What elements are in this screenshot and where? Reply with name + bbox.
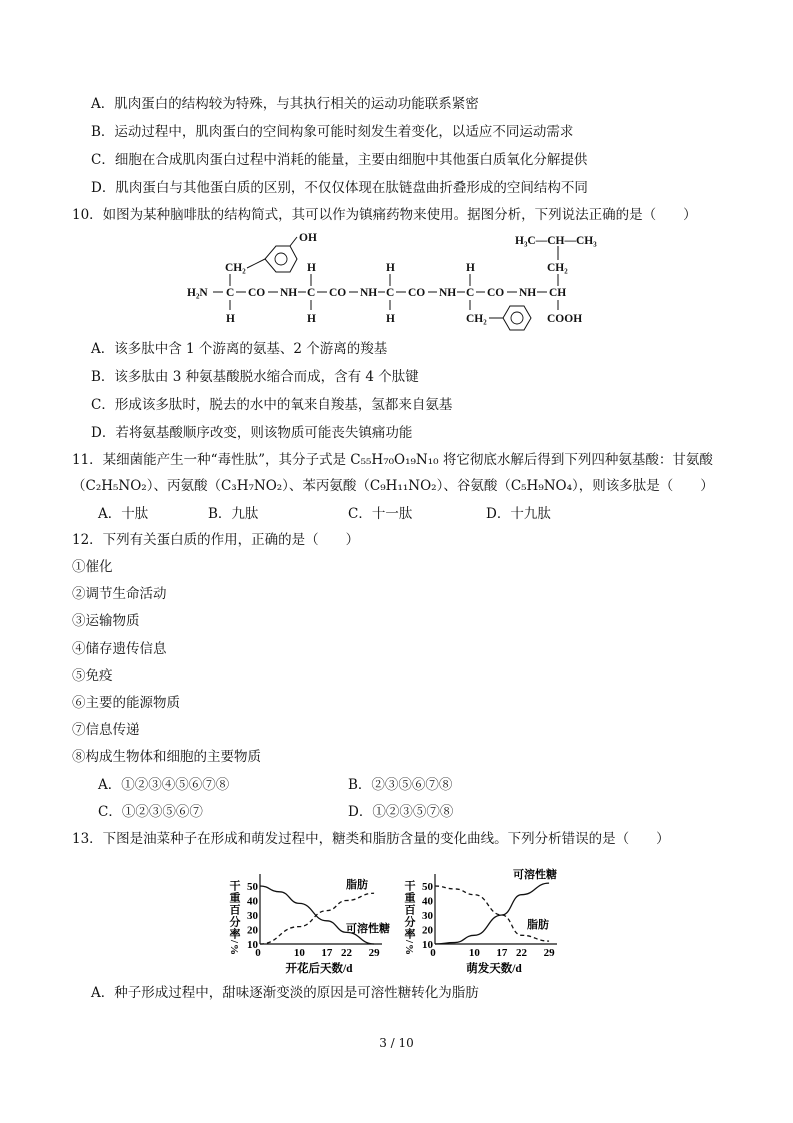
q10-option-a: A．该多肽中含 1 个游离的氨基、2 个游离的羧基 [91,341,388,357]
enkephalin-structure [185,228,615,332]
q12-item-1: ①催化 [72,559,113,575]
right-series-label-sugar: 可溶性糖 [513,869,557,881]
q9-option-d: D．肌肉蛋白与其他蛋白质的区别，不仅仅体现在肽链盘曲折叠形成的空间结构不同 [91,180,588,196]
q9-option-b: B．运动过程中，肌肉蛋白的空间构象可能时刻发生着变化，以适应不同运动需求 [91,124,574,140]
oh-label: OH [299,232,317,244]
q11-option-d: D．十九肽 [486,506,551,522]
ch2-label-1: CH₂ [225,262,246,274]
ch2-label-5: CH₂ [547,262,568,274]
chart-seed-formation [228,862,406,980]
q12-option-b: B．②③⑤⑥⑦⑧ [348,777,453,793]
q11-stem-line1 [72,451,713,469]
left-x-axis-label: 开花后天数/d [285,963,353,975]
page-number: 3 / 10 [379,1036,414,1050]
h2n-label: H₂N [187,287,208,299]
right-y-tick-20: 20 [422,924,433,937]
q11-option-a: A．十肽 [98,506,149,522]
cooh-label: COOH [547,313,583,325]
nh-label-2: NH [360,287,378,299]
q12-item-6: ⑥主要的能源物质 [72,695,180,711]
h-label-top-3: H [386,262,395,274]
h-label-top-2: H [307,262,316,274]
right-series-fat [435,886,549,941]
h-label-bottom-3: H [386,313,395,325]
benzene-ring-icon [503,306,531,330]
q9-option-c: C．细胞在合成肌肉蛋白过程中消耗的能量，主要由细胞中其他蛋白质氧化分解提供 [91,152,588,168]
isobutyl-top-label: H₃C—CH—CH₃ [515,235,597,247]
left-series-label-sugar: 可溶性糖 [346,923,390,935]
chart-seed-germination [403,862,583,980]
right-x-tick-10: 10 [468,947,480,959]
left-x-tick-29: 29 [368,947,380,959]
co-label-1: CO [248,287,266,299]
co-label-2: CO [329,287,347,299]
q12-stem: 12．下列有关蛋白质的作用，正确的是（ ） [72,532,360,548]
q10-option-b: B．该多肽由 3 种氨基酸脱水缩合而成，含有 4 个肽键 [91,369,419,385]
h-label-top-4: H [466,262,475,274]
h-label-bottom-2: H [307,313,316,325]
h-label-bottom-1: H [226,313,235,325]
q10-option-d: D．若将氨基酸顺序改变，则该物质可能丧失镇痛功能 [91,425,413,441]
q13-option-a: A．种子形成过程中，甜味逐渐变淡的原因是可溶性糖转化为脂肪 [91,985,479,1001]
left-y-tick-30: 30 [247,910,258,922]
nh-label-3: NH [439,287,457,299]
q11-option-c: C．十一肽 [348,506,413,522]
left-y-tick-20: 20 [247,924,258,937]
q12-option-a: A．①②③④⑤⑥⑦⑧ [98,777,230,793]
left-y-tick-50: 50 [247,881,258,893]
c-label-4: C [466,287,475,299]
left-y-axis-label: 干重百分率/% [228,880,240,957]
q12-item-4: ④储存遗传信息 [72,641,167,657]
nh-label-1: NH [280,287,298,299]
q12-option-d: D．①②③⑤⑦⑧ [348,804,454,820]
left-x-tick-0: 0 [255,947,261,959]
left-series-label-fat: 脂肪 [346,879,368,891]
c-label-3: C [386,287,395,299]
q11-stem-part2: 将它彻底水解后得到下列四种氨基酸：甘氨酸 [438,452,713,468]
right-y-axis-label: 干重百分率/% [403,880,415,957]
right-x-axis-label: 萌发天数/d [466,963,522,975]
left-y-tick-10: 10 [247,939,258,951]
q10-option-c: C．形成该多肽时，脱去的水中的氧来自羧基，氢都来自氨基 [91,397,453,413]
left-x-tick-22: 22 [341,947,353,959]
c-label-1: C [226,287,235,299]
right-y-tick-40: 40 [422,895,433,908]
q12-item-2: ②调节生命活动 [72,586,167,602]
q12-item-7: ⑦信息传递 [72,722,140,738]
q11-option-b: B．九肽 [208,506,259,522]
right-y-tick-30: 30 [422,910,433,922]
q12-item-5: ⑤免疫 [72,668,113,684]
q12-item-3: ③运输物质 [72,613,140,629]
co-label-4: CO [487,287,505,299]
co-label-3: CO [408,287,426,299]
right-series-sugar [435,883,549,944]
left-y-tick-40: 40 [247,895,258,908]
q11-formula: C₅₅H₇₀O₁₉N₁₀ [350,452,439,468]
c-label-2: C [307,287,316,299]
right-x-tick-29: 29 [543,947,555,959]
right-y-tick-10: 10 [422,939,433,951]
q11-stem-part1: 11．某细菌能产生一种“毒性肽”，其分子式是 [72,452,351,468]
ch2-label-4: CH₂ [466,313,487,325]
q11-stem-line2: （C₂H₅NO₂）、丙氨酸（C₃H₇NO₂）、苯丙氨酸（C₉H₁₁NO₂）、谷氨酸（C₅H₉NO₄），则该多肽是（ ） [72,478,714,494]
q9-option-a: A．肌肉蛋白的结构较为特殊，与其执行相关的运动功能联系紧密 [91,96,479,112]
left-x-tick-17: 17 [321,947,333,959]
right-x-tick-0: 0 [430,947,436,959]
q10-stem: 10．如图为某种脑啡肽的结构简式，其可以作为镇痛药物来使用。据图分析，下列说法正确的是（ ） [72,207,697,223]
right-x-tick-17: 17 [496,947,508,959]
q12-option-c: C．①②③⑤⑥⑦ [98,804,203,820]
q13-stem: 13．下图是油菜种子在形成和萌发过程中，糖类和脂肪含量的变化曲线。下列分析错误的是（ ） [72,831,670,847]
benzene-ring-icon [265,246,297,272]
right-series-label-fat: 脂肪 [527,919,549,931]
right-x-tick-22: 22 [516,947,528,959]
right-y-tick-50: 50 [422,881,433,893]
nh-label-4: NH [519,287,537,299]
ch-label: CH [549,287,567,299]
q12-item-8: ⑧构成生物体和细胞的主要物质 [72,749,261,765]
left-x-tick-10: 10 [293,947,305,959]
